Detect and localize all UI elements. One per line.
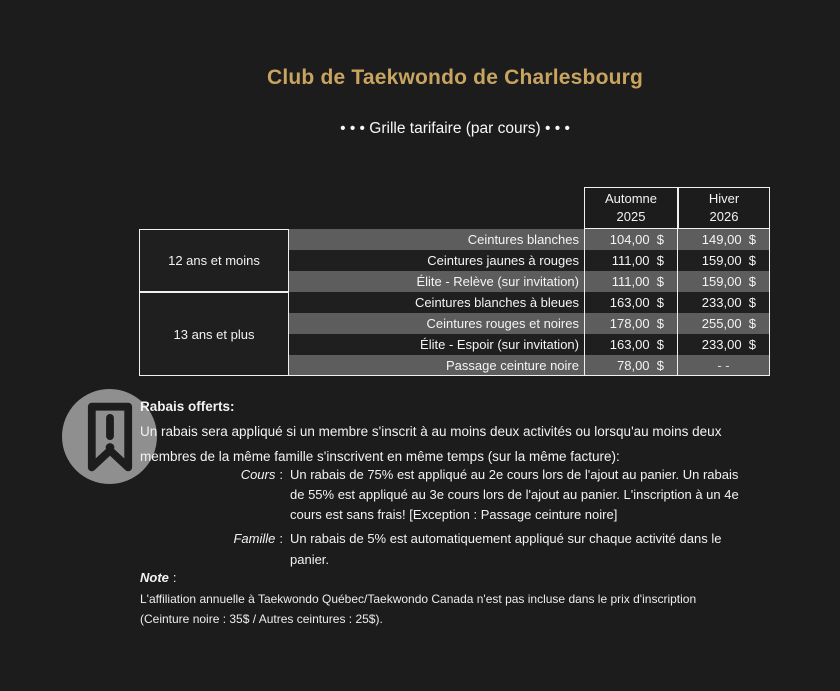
age-group-cell: 12 ans et moins (139, 229, 289, 292)
table-row (289, 292, 770, 313)
table-row (289, 313, 770, 334)
price-winter: 159,00 $ (678, 271, 770, 292)
course-label: Élite - Relève (sur invitation) (289, 271, 584, 292)
price-winter: 255,00 $ (678, 313, 770, 334)
course-label: Ceintures blanches à bleues (289, 292, 584, 313)
price-autumn: 111,00 $ (584, 271, 678, 292)
age-group-cell: 13 ans et plus (139, 292, 289, 376)
text-line: de 55% est appliqué au 3e cours lors de l'ajout au panier. L'inscription à un 4e (290, 487, 739, 502)
text-line: panier. (290, 552, 330, 567)
table-body (139, 229, 770, 376)
course-label: Ceintures rouges et noires (289, 313, 584, 334)
price-autumn: 163,00 $ (584, 292, 678, 313)
price-winter: - - (678, 355, 770, 376)
discounts-heading: Rabais offerts: (140, 399, 235, 414)
text-line: Un rabais de 5% est automatiquement appliqué sur chaque activité dans le (290, 531, 722, 546)
table-row (289, 271, 770, 292)
discount-cours-text (290, 465, 739, 525)
price-winter: 159,00 $ (678, 250, 770, 271)
table-row (289, 229, 770, 250)
text-line: cours est sans frais! [Exception : Passage ceinture noire] (290, 507, 618, 522)
text-line: Un rabais de 75% est appliqué au 2e cours lors de l'ajout au panier. Un rabais (290, 467, 739, 482)
price-autumn: 163,00 $ (584, 334, 678, 355)
course-label: Ceintures blanches (289, 229, 584, 250)
course-label: Ceintures jaunes à rouges (289, 250, 584, 271)
column-season: Hiver (708, 191, 740, 206)
table-row (289, 250, 770, 271)
note-heading: Note : (140, 570, 177, 585)
pricing-table (139, 187, 770, 376)
page-title: Club de Taekwondo de Charlesbourg (266, 66, 644, 89)
column-season: Automne (604, 191, 658, 206)
course-label: Passage ceinture noire (289, 355, 584, 376)
discount-cours-label: Cours : (240, 467, 283, 482)
price-winter: 233,00 $ (678, 334, 770, 355)
discounts-intro (140, 419, 721, 469)
price-winter: 233,00 $ (678, 292, 770, 313)
note-text (140, 589, 696, 629)
course-label: Élite - Espoir (sur invitation) (289, 334, 584, 355)
column-header-automne (584, 187, 678, 229)
price-autumn: 178,00 $ (584, 313, 678, 334)
price-winter: 149,00 $ (678, 229, 770, 250)
column-header-hiver (678, 187, 770, 229)
discount-cours (140, 465, 739, 525)
discount-famille (140, 528, 721, 570)
price-autumn: 78,00 $ (584, 355, 678, 376)
intro-line: Un rabais sera appliqué si un membre s'inscrit à au moins deux activités ou lorsqu'au moins deux (140, 424, 722, 439)
column-year: 2026 (709, 209, 739, 224)
table-row (289, 355, 770, 376)
discount-famille-label: Famille : (233, 531, 283, 546)
text-line: (Ceinture noire : 35$ / Autres ceintures : 25$). (140, 612, 383, 626)
text-line: L'affiliation annuelle à Taekwondo Québec/Taekwondo Canada n'est pas incluse dans le prix d'inscription (140, 592, 697, 606)
page-subtitle: • • • Grille tarifaire (par cours) • • • (340, 120, 570, 137)
table-row (289, 334, 770, 355)
price-autumn: 111,00 $ (584, 250, 678, 271)
discount-famille-text (290, 528, 721, 570)
intro-line: membres de la même famille s'inscrivent en même temps (sur la même facture): (140, 449, 620, 464)
table-header (584, 187, 770, 229)
column-year: 2025 (616, 209, 646, 224)
price-autumn: 104,00 $ (584, 229, 678, 250)
